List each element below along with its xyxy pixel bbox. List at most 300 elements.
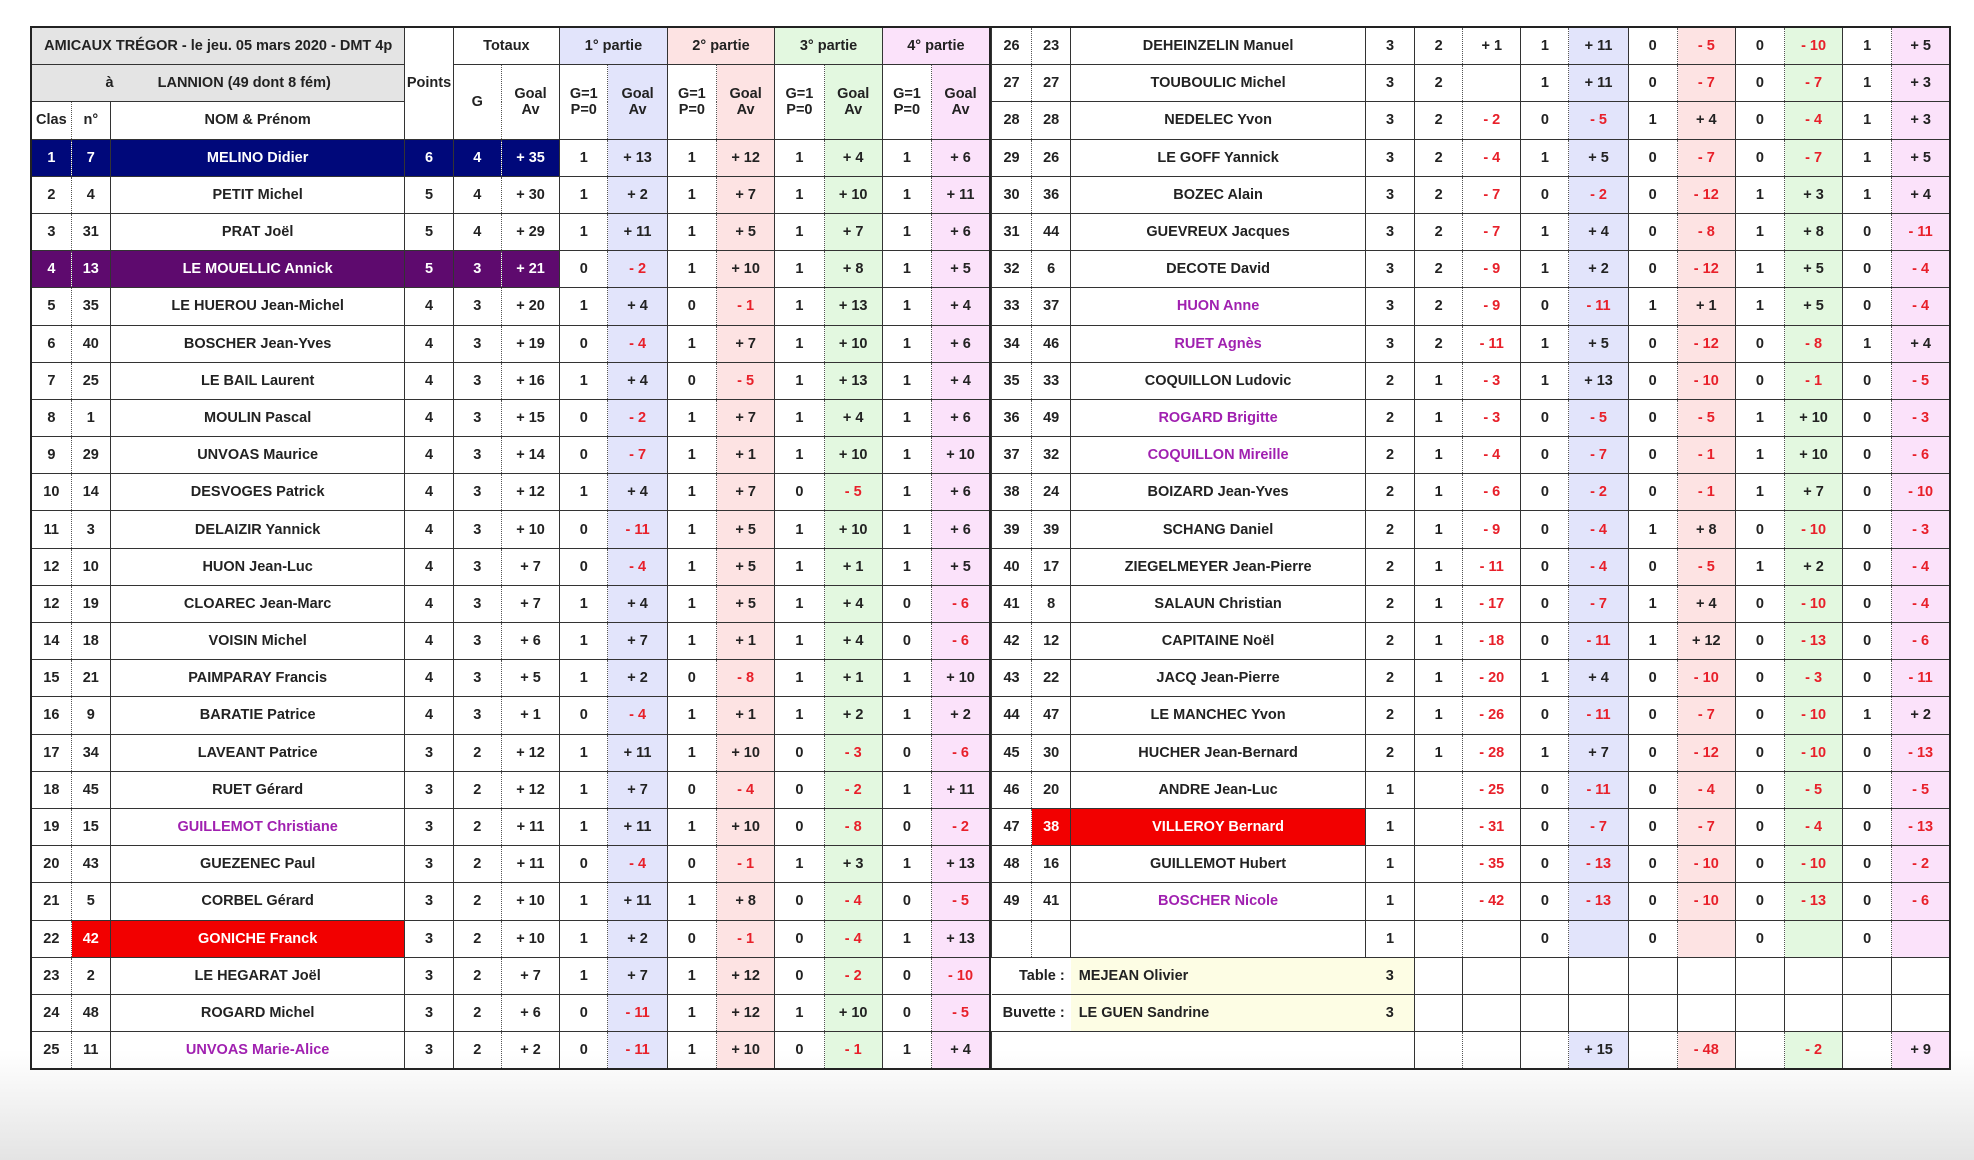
points-cell: 1 bbox=[1365, 846, 1414, 883]
game-4-result-cell: 1 bbox=[882, 1032, 931, 1070]
rank-cell: 34 bbox=[992, 325, 1032, 362]
game-2-result-cell: 1 bbox=[1628, 102, 1677, 139]
game-3-goal-av-cell: - 4 bbox=[824, 883, 882, 920]
game-2-goal-av-cell: - 12 bbox=[1677, 325, 1735, 362]
game-1-goal-av-cell: + 11 bbox=[608, 808, 667, 845]
standings-left-table bbox=[30, 26, 991, 1070]
game-3-result-cell: 0 bbox=[1735, 511, 1784, 548]
game-4-result-cell: 1 bbox=[882, 771, 931, 808]
game-2-goal-av-cell: + 8 bbox=[1677, 511, 1735, 548]
points-cell: 1 bbox=[1365, 808, 1414, 845]
table-row bbox=[31, 251, 990, 288]
game-3-goal-av-cell: - 2 bbox=[824, 771, 882, 808]
game-2-result-cell: 1 bbox=[667, 734, 716, 771]
table-row bbox=[31, 288, 990, 325]
game-2-goal-av-cell: - 5 bbox=[1677, 27, 1735, 65]
empty-cell bbox=[1677, 957, 1735, 994]
game-3-goal-av-cell: + 5 bbox=[1785, 251, 1843, 288]
game-4-result-cell: 1 bbox=[882, 846, 931, 883]
game-2-result-cell: 0 bbox=[1628, 399, 1677, 436]
game-3-result-cell: 0 bbox=[1735, 734, 1784, 771]
title-a: à bbox=[105, 75, 114, 92]
game-4-result-cell: 1 bbox=[882, 325, 931, 362]
table-row bbox=[992, 585, 1951, 622]
game-3-goal-av-cell: + 13 bbox=[824, 362, 882, 399]
rank-cell: 36 bbox=[992, 399, 1032, 436]
game-1-result-cell: 0 bbox=[560, 548, 608, 585]
game-2-goal-av-cell: + 12 bbox=[1677, 623, 1735, 660]
game-4-goal-av-cell: - 6 bbox=[932, 623, 990, 660]
game-1-goal-av-cell: + 11 bbox=[608, 734, 667, 771]
player-number-cell: 9 bbox=[71, 697, 110, 734]
rank-cell: 24 bbox=[31, 994, 71, 1031]
player-number-cell: 33 bbox=[1032, 362, 1071, 399]
rank-cell: 44 bbox=[992, 697, 1032, 734]
game-1-result-cell: 0 bbox=[560, 399, 608, 436]
game-1-goal-av-cell: + 11 bbox=[608, 213, 667, 250]
player-name-cell: ZIEGELMEYER Jean-Pierre bbox=[1071, 548, 1366, 585]
player-number-cell: 25 bbox=[71, 362, 110, 399]
wins-cell: 3 bbox=[453, 362, 501, 399]
game-1-result-cell: 1 bbox=[560, 288, 608, 325]
wins-cell: 1 bbox=[1415, 511, 1463, 548]
game-2-goal-av-cell: + 1 bbox=[716, 697, 774, 734]
player-name-cell: MOULIN Pascal bbox=[110, 399, 405, 436]
game-2-result-cell: 1 bbox=[667, 808, 716, 845]
table-row bbox=[992, 65, 1951, 102]
game-1-result-cell: 1 bbox=[1521, 734, 1569, 771]
player-name-cell: CAPITAINE Noël bbox=[1071, 623, 1366, 660]
empty-cell bbox=[1415, 957, 1463, 994]
game-3-goal-av-cell: - 2 bbox=[824, 957, 882, 994]
player-number-cell: 22 bbox=[1032, 660, 1071, 697]
totals-empty bbox=[1735, 1032, 1784, 1070]
game-3-goal-av-cell: + 13 bbox=[824, 288, 882, 325]
game-1-result-cell: 0 bbox=[1521, 102, 1569, 139]
points-cell: 3 bbox=[405, 846, 453, 883]
points-cell: 6 bbox=[405, 139, 453, 176]
player-name-cell: TOUBOULIC Michel bbox=[1071, 65, 1366, 102]
game-4-goal-av-cell: - 4 bbox=[1892, 288, 1950, 325]
game-3-goal-av-cell: - 10 bbox=[1785, 734, 1843, 771]
player-number-cell: 49 bbox=[1032, 399, 1071, 436]
game-3-goal-av-cell: + 10 bbox=[1785, 437, 1843, 474]
player-name-cell: SCHANG Daniel bbox=[1071, 511, 1366, 548]
player-number-cell: 40 bbox=[71, 325, 110, 362]
game-1-result-cell: 0 bbox=[560, 437, 608, 474]
wins-cell: 2 bbox=[453, 734, 501, 771]
p0-label: P=0 bbox=[786, 101, 813, 118]
table-row bbox=[31, 660, 990, 697]
player-name-cell: JACQ Jean-Pierre bbox=[1071, 660, 1366, 697]
game-3-result-cell: 1 bbox=[775, 623, 824, 660]
game-4-result-cell: 0 bbox=[1843, 288, 1892, 325]
game-4-goal-av-cell: - 3 bbox=[1892, 399, 1950, 436]
game-3-result-cell: 1 bbox=[775, 251, 824, 288]
game-4-goal-av-cell: + 6 bbox=[932, 474, 990, 511]
player-name-cell: BOZEC Alain bbox=[1071, 176, 1366, 213]
game-1-result-cell: 0 bbox=[1521, 288, 1569, 325]
player-name-cell: PAIMPARAY Francis bbox=[110, 660, 405, 697]
game-2-goal-av-cell: - 7 bbox=[1677, 65, 1735, 102]
player-name-cell: VILLEROY Bernard bbox=[1071, 808, 1366, 845]
game-2-result-cell: 1 bbox=[667, 474, 716, 511]
game-3-goal-av-cell: + 8 bbox=[1785, 213, 1843, 250]
rank-cell: 41 bbox=[992, 585, 1032, 622]
game-1-goal-av-cell: + 4 bbox=[1569, 660, 1628, 697]
player-number-cell: 15 bbox=[71, 808, 110, 845]
game-4-goal-av-cell: - 11 bbox=[1892, 660, 1950, 697]
title-line-1: AMICAUX TRÉGOR - le jeu. 05 mars 2020 - DMT 4p bbox=[31, 27, 405, 65]
goal-average-cell: - 35 bbox=[1463, 846, 1521, 883]
rank-cell: 11 bbox=[31, 511, 71, 548]
game-3-result-cell: 1 bbox=[775, 213, 824, 250]
points-cell: 3 bbox=[1365, 65, 1414, 102]
totals-row bbox=[992, 1032, 1951, 1070]
empty-cell bbox=[1892, 957, 1950, 994]
player-name-cell: DELAIZIR Yannick bbox=[110, 511, 405, 548]
rank-cell: 14 bbox=[31, 623, 71, 660]
game-3-goal-av-cell: + 3 bbox=[824, 846, 882, 883]
game-2-result-cell: 0 bbox=[1628, 65, 1677, 102]
game-4-goal-av-cell: - 6 bbox=[1892, 883, 1950, 920]
game-3-goal-av-cell: + 7 bbox=[1785, 474, 1843, 511]
game-4-goal-av-cell: + 11 bbox=[932, 176, 990, 213]
game-2-goal-av-cell: + 1 bbox=[716, 623, 774, 660]
total-goal-av-partie-3: - 2 bbox=[1785, 1032, 1843, 1070]
points-cell: 2 bbox=[1365, 511, 1414, 548]
g1p0-header-3 bbox=[775, 65, 824, 139]
rank-cell: 16 bbox=[31, 697, 71, 734]
partie-header-2: 2° partie bbox=[667, 27, 775, 65]
game-2-goal-av-cell: - 7 bbox=[1677, 808, 1735, 845]
game-2-goal-av-cell: - 7 bbox=[1677, 697, 1735, 734]
wins-cell bbox=[1415, 808, 1463, 845]
points-cell: 3 bbox=[1365, 139, 1414, 176]
game-1-goal-av-cell: + 7 bbox=[608, 771, 667, 808]
game-4-goal-av-cell: - 4 bbox=[1892, 548, 1950, 585]
goal-average-cell: + 35 bbox=[501, 139, 559, 176]
game-1-goal-av-cell: + 7 bbox=[608, 623, 667, 660]
game-2-result-cell: 1 bbox=[667, 399, 716, 436]
goal-average-cell: - 7 bbox=[1463, 176, 1521, 213]
game-3-goal-av-cell: + 10 bbox=[1785, 399, 1843, 436]
game-4-result-cell: 0 bbox=[1843, 623, 1892, 660]
rank-cell: 38 bbox=[992, 474, 1032, 511]
game-3-goal-av-cell: + 7 bbox=[824, 213, 882, 250]
points-cell: 3 bbox=[1365, 27, 1414, 65]
goal-average-cell: + 11 bbox=[501, 808, 559, 845]
totals-empty bbox=[1415, 1032, 1463, 1070]
game-2-goal-av-cell: + 10 bbox=[716, 808, 774, 845]
game-4-result-cell: 1 bbox=[882, 139, 931, 176]
game-1-goal-av-cell: + 4 bbox=[1569, 213, 1628, 250]
game-2-goal-av-cell: - 4 bbox=[716, 771, 774, 808]
game-3-result-cell: 0 bbox=[1735, 325, 1784, 362]
game-2-goal-av-cell: - 5 bbox=[1677, 399, 1735, 436]
rank-cell: 35 bbox=[992, 362, 1032, 399]
table-row bbox=[992, 399, 1951, 436]
game-1-result-cell: 0 bbox=[1521, 437, 1569, 474]
game-2-result-cell: 1 bbox=[1628, 585, 1677, 622]
player-name-cell: BOIZARD Jean-Yves bbox=[1071, 474, 1366, 511]
goal-average-cell: + 12 bbox=[501, 474, 559, 511]
game-3-goal-av-cell: + 2 bbox=[1785, 548, 1843, 585]
game-2-goal-av-cell: + 10 bbox=[716, 1032, 774, 1070]
goal-av-header-4 bbox=[932, 65, 990, 139]
game-1-goal-av-cell: + 13 bbox=[608, 139, 667, 176]
player-name-cell: LE HEGARAT Joël bbox=[110, 957, 405, 994]
game-4-result-cell: 0 bbox=[1843, 883, 1892, 920]
game-3-goal-av-cell: - 10 bbox=[1785, 27, 1843, 65]
rank-cell: 32 bbox=[992, 251, 1032, 288]
points-cell: 3 bbox=[1365, 325, 1414, 362]
game-4-goal-av-cell: + 5 bbox=[1892, 27, 1950, 65]
game-4-result-cell: 1 bbox=[882, 213, 931, 250]
game-4-goal-av-cell: + 4 bbox=[932, 1032, 990, 1070]
game-2-goal-av-cell: - 12 bbox=[1677, 176, 1735, 213]
goal-average-cell: + 10 bbox=[501, 883, 559, 920]
game-3-result-cell: 1 bbox=[775, 846, 824, 883]
game-1-result-cell: 0 bbox=[1521, 846, 1569, 883]
game-4-goal-av-cell: + 6 bbox=[932, 325, 990, 362]
points-cell: 4 bbox=[405, 325, 453, 362]
player-name-cell: RUET Gérard bbox=[110, 771, 405, 808]
game-1-goal-av-cell: - 7 bbox=[1569, 437, 1628, 474]
player-number-cell: 18 bbox=[71, 623, 110, 660]
rank-cell: 5 bbox=[31, 288, 71, 325]
rank-cell: 26 bbox=[992, 27, 1032, 65]
game-2-goal-av-cell: - 12 bbox=[1677, 251, 1735, 288]
game-1-goal-av-cell: - 5 bbox=[1569, 102, 1628, 139]
points-cell: 2 bbox=[1365, 362, 1414, 399]
goal-average-cell: + 30 bbox=[501, 176, 559, 213]
partie-header-3: 3° partie bbox=[775, 27, 883, 65]
table-row bbox=[31, 399, 990, 436]
p0-label: P=0 bbox=[678, 101, 705, 118]
goal-average-cell: + 12 bbox=[501, 734, 559, 771]
game-4-goal-av-cell: - 2 bbox=[1892, 846, 1950, 883]
game-2-result-cell: 1 bbox=[1628, 288, 1677, 325]
game-1-goal-av-cell: - 11 bbox=[1569, 288, 1628, 325]
wins-cell: 2 bbox=[453, 920, 501, 957]
game-1-result-cell: 1 bbox=[1521, 251, 1569, 288]
game-2-result-cell: 1 bbox=[667, 176, 716, 213]
wins-cell: 1 bbox=[1415, 474, 1463, 511]
rank-cell: 40 bbox=[992, 548, 1032, 585]
player-number-cell: 21 bbox=[71, 660, 110, 697]
game-4-result-cell: 0 bbox=[1843, 548, 1892, 585]
game-2-result-cell: 1 bbox=[667, 251, 716, 288]
game-2-goal-av-cell: - 1 bbox=[716, 846, 774, 883]
player-number-cell: 3 bbox=[71, 511, 110, 548]
game-1-goal-av-cell: + 11 bbox=[1569, 27, 1628, 65]
player-name-cell: GUILLEMOT Christiane bbox=[110, 808, 405, 845]
game-3-goal-av-cell: + 4 bbox=[824, 623, 882, 660]
points-cell: 2 bbox=[1365, 660, 1414, 697]
goal-average-cell: + 29 bbox=[501, 213, 559, 250]
game-1-goal-av-cell: - 4 bbox=[608, 846, 667, 883]
wins-cell: 2 bbox=[1415, 139, 1463, 176]
game-2-result-cell: 0 bbox=[667, 362, 716, 399]
game-2-result-cell: 0 bbox=[667, 288, 716, 325]
game-2-goal-av-cell: - 8 bbox=[1677, 213, 1735, 250]
game-2-goal-av-cell: - 4 bbox=[1677, 771, 1735, 808]
game-3-goal-av-cell: + 4 bbox=[824, 139, 882, 176]
game-4-result-cell: 0 bbox=[1843, 585, 1892, 622]
player-number-cell: 4 bbox=[71, 176, 110, 213]
game-4-result-cell: 1 bbox=[882, 399, 931, 436]
av-label: Av bbox=[951, 101, 970, 118]
game-2-goal-av-cell: - 10 bbox=[1677, 883, 1735, 920]
player-name-cell: LE GOFF Yannick bbox=[1071, 139, 1366, 176]
game-1-goal-av-cell bbox=[1569, 920, 1628, 957]
goal-average-cell: + 19 bbox=[501, 325, 559, 362]
table-row bbox=[992, 176, 1951, 213]
game-3-goal-av-cell: + 10 bbox=[824, 511, 882, 548]
points-cell: 4 bbox=[405, 362, 453, 399]
game-3-goal-av-cell: - 8 bbox=[824, 808, 882, 845]
empty-cell bbox=[1735, 957, 1784, 994]
game-4-goal-av-cell: + 3 bbox=[1892, 102, 1950, 139]
player-name-cell: GONICHE Franck bbox=[110, 920, 405, 957]
game-1-goal-av-cell: + 2 bbox=[608, 660, 667, 697]
game-1-goal-av-cell: - 4 bbox=[1569, 548, 1628, 585]
game-4-result-cell: 0 bbox=[1843, 511, 1892, 548]
rank-cell: 45 bbox=[992, 734, 1032, 771]
game-1-goal-av-cell: - 11 bbox=[1569, 697, 1628, 734]
p0-label: P=0 bbox=[893, 101, 921, 118]
goal-average-cell: - 11 bbox=[1463, 548, 1521, 585]
game-3-result-cell: 0 bbox=[1735, 697, 1784, 734]
game-3-goal-av-cell: - 3 bbox=[824, 734, 882, 771]
game-3-goal-av-cell: - 4 bbox=[824, 920, 882, 957]
game-3-result-cell: 0 bbox=[1735, 27, 1784, 65]
player-number-cell: 16 bbox=[1032, 846, 1071, 883]
game-4-goal-av-cell: + 4 bbox=[932, 362, 990, 399]
game-2-goal-av-cell: + 12 bbox=[716, 139, 774, 176]
staff-row bbox=[992, 957, 1951, 994]
goal-average-cell: + 1 bbox=[501, 697, 559, 734]
game-4-result-cell: 1 bbox=[882, 437, 931, 474]
game-3-result-cell: 1 bbox=[775, 585, 824, 622]
empty-cell bbox=[1892, 994, 1950, 1031]
staff-name: MEJEAN Olivier bbox=[1071, 957, 1366, 994]
player-number-cell: 14 bbox=[71, 474, 110, 511]
points-cell: 5 bbox=[405, 251, 453, 288]
player-name-cell: BOSCHER Nicole bbox=[1071, 883, 1366, 920]
game-1-result-cell: 1 bbox=[560, 176, 608, 213]
table-row bbox=[31, 623, 990, 660]
points-cell: 3 bbox=[405, 734, 453, 771]
game-1-goal-av-cell: - 13 bbox=[1569, 883, 1628, 920]
game-4-result-cell: 0 bbox=[882, 734, 931, 771]
game-3-result-cell: 0 bbox=[775, 883, 824, 920]
game-4-result-cell: 0 bbox=[882, 957, 931, 994]
player-number-cell: 32 bbox=[1032, 437, 1071, 474]
wins-cell: 3 bbox=[453, 399, 501, 436]
player-number-cell: 26 bbox=[1032, 139, 1071, 176]
player-name-cell: DESVOGES Patrick bbox=[110, 474, 405, 511]
game-3-goal-av-cell: - 10 bbox=[1785, 697, 1843, 734]
game-3-result-cell: 1 bbox=[775, 176, 824, 213]
totals-empty bbox=[1843, 1032, 1892, 1070]
wins-cell: 2 bbox=[1415, 65, 1463, 102]
game-1-result-cell: 0 bbox=[1521, 176, 1569, 213]
table-row bbox=[992, 623, 1951, 660]
rank-cell: 10 bbox=[31, 474, 71, 511]
game-2-goal-av-cell: - 10 bbox=[1677, 660, 1735, 697]
player-name-cell: LAVEANT Patrice bbox=[110, 734, 405, 771]
rank-cell: 9 bbox=[31, 437, 71, 474]
player-name-cell: HUON Anne bbox=[1071, 288, 1366, 325]
totals-empty bbox=[1628, 1032, 1677, 1070]
table-row bbox=[31, 883, 990, 920]
game-1-result-cell: 0 bbox=[1521, 920, 1569, 957]
game-3-goal-av-cell: + 10 bbox=[824, 437, 882, 474]
game-1-result-cell: 1 bbox=[560, 139, 608, 176]
game-3-result-cell: 0 bbox=[1735, 102, 1784, 139]
points-cell: 2 bbox=[1365, 585, 1414, 622]
empty-cell bbox=[1843, 994, 1892, 1031]
game-3-goal-av-cell: - 8 bbox=[1785, 325, 1843, 362]
game-2-goal-av-cell: - 5 bbox=[1677, 548, 1735, 585]
game-1-goal-av-cell: - 7 bbox=[1569, 808, 1628, 845]
game-1-result-cell: 0 bbox=[1521, 474, 1569, 511]
player-number-cell: 8 bbox=[1032, 585, 1071, 622]
wins-cell: 3 bbox=[453, 623, 501, 660]
game-3-goal-av-cell bbox=[1785, 920, 1843, 957]
game-1-goal-av-cell: - 11 bbox=[608, 994, 667, 1031]
game-1-result-cell: 1 bbox=[560, 623, 608, 660]
wins-cell: 2 bbox=[1415, 27, 1463, 65]
points-cell: 2 bbox=[1365, 474, 1414, 511]
game-4-result-cell: 0 bbox=[1843, 808, 1892, 845]
table-row bbox=[31, 325, 990, 362]
goal-average-cell: + 2 bbox=[501, 1032, 559, 1070]
wins-cell bbox=[1415, 883, 1463, 920]
table-row bbox=[31, 1032, 990, 1070]
game-2-result-cell: 0 bbox=[1628, 697, 1677, 734]
game-1-goal-av-cell: - 4 bbox=[608, 548, 667, 585]
rank-cell: 46 bbox=[992, 771, 1032, 808]
game-4-goal-av-cell: - 5 bbox=[932, 883, 990, 920]
wins-cell: 2 bbox=[1415, 176, 1463, 213]
empty-cell bbox=[1463, 994, 1521, 1031]
game-4-result-cell: 0 bbox=[1843, 660, 1892, 697]
player-name-cell: UNVOAS Maurice bbox=[110, 437, 405, 474]
wins-cell: 2 bbox=[453, 957, 501, 994]
game-1-result-cell: 1 bbox=[560, 957, 608, 994]
empty-cell bbox=[1463, 957, 1521, 994]
player-name-cell: HUON Jean-Luc bbox=[110, 548, 405, 585]
total-goal-av-partie-4: + 9 bbox=[1892, 1032, 1950, 1070]
game-2-goal-av-cell bbox=[1677, 920, 1735, 957]
goal-av-header bbox=[501, 65, 559, 139]
wins-cell: 1 bbox=[1415, 734, 1463, 771]
game-4-result-cell: 1 bbox=[882, 251, 931, 288]
game-1-result-cell: 0 bbox=[1521, 697, 1569, 734]
game-1-result-cell: 1 bbox=[560, 883, 608, 920]
game-1-result-cell: 1 bbox=[1521, 139, 1569, 176]
game-4-goal-av-cell: - 4 bbox=[1892, 585, 1950, 622]
game-4-result-cell: 0 bbox=[1843, 734, 1892, 771]
player-name-cell: VOISIN Michel bbox=[110, 623, 405, 660]
game-3-goal-av-cell: + 5 bbox=[1785, 288, 1843, 325]
game-2-goal-av-cell: - 1 bbox=[1677, 437, 1735, 474]
game-2-result-cell: 0 bbox=[1628, 660, 1677, 697]
rank-cell: 3 bbox=[31, 213, 71, 250]
